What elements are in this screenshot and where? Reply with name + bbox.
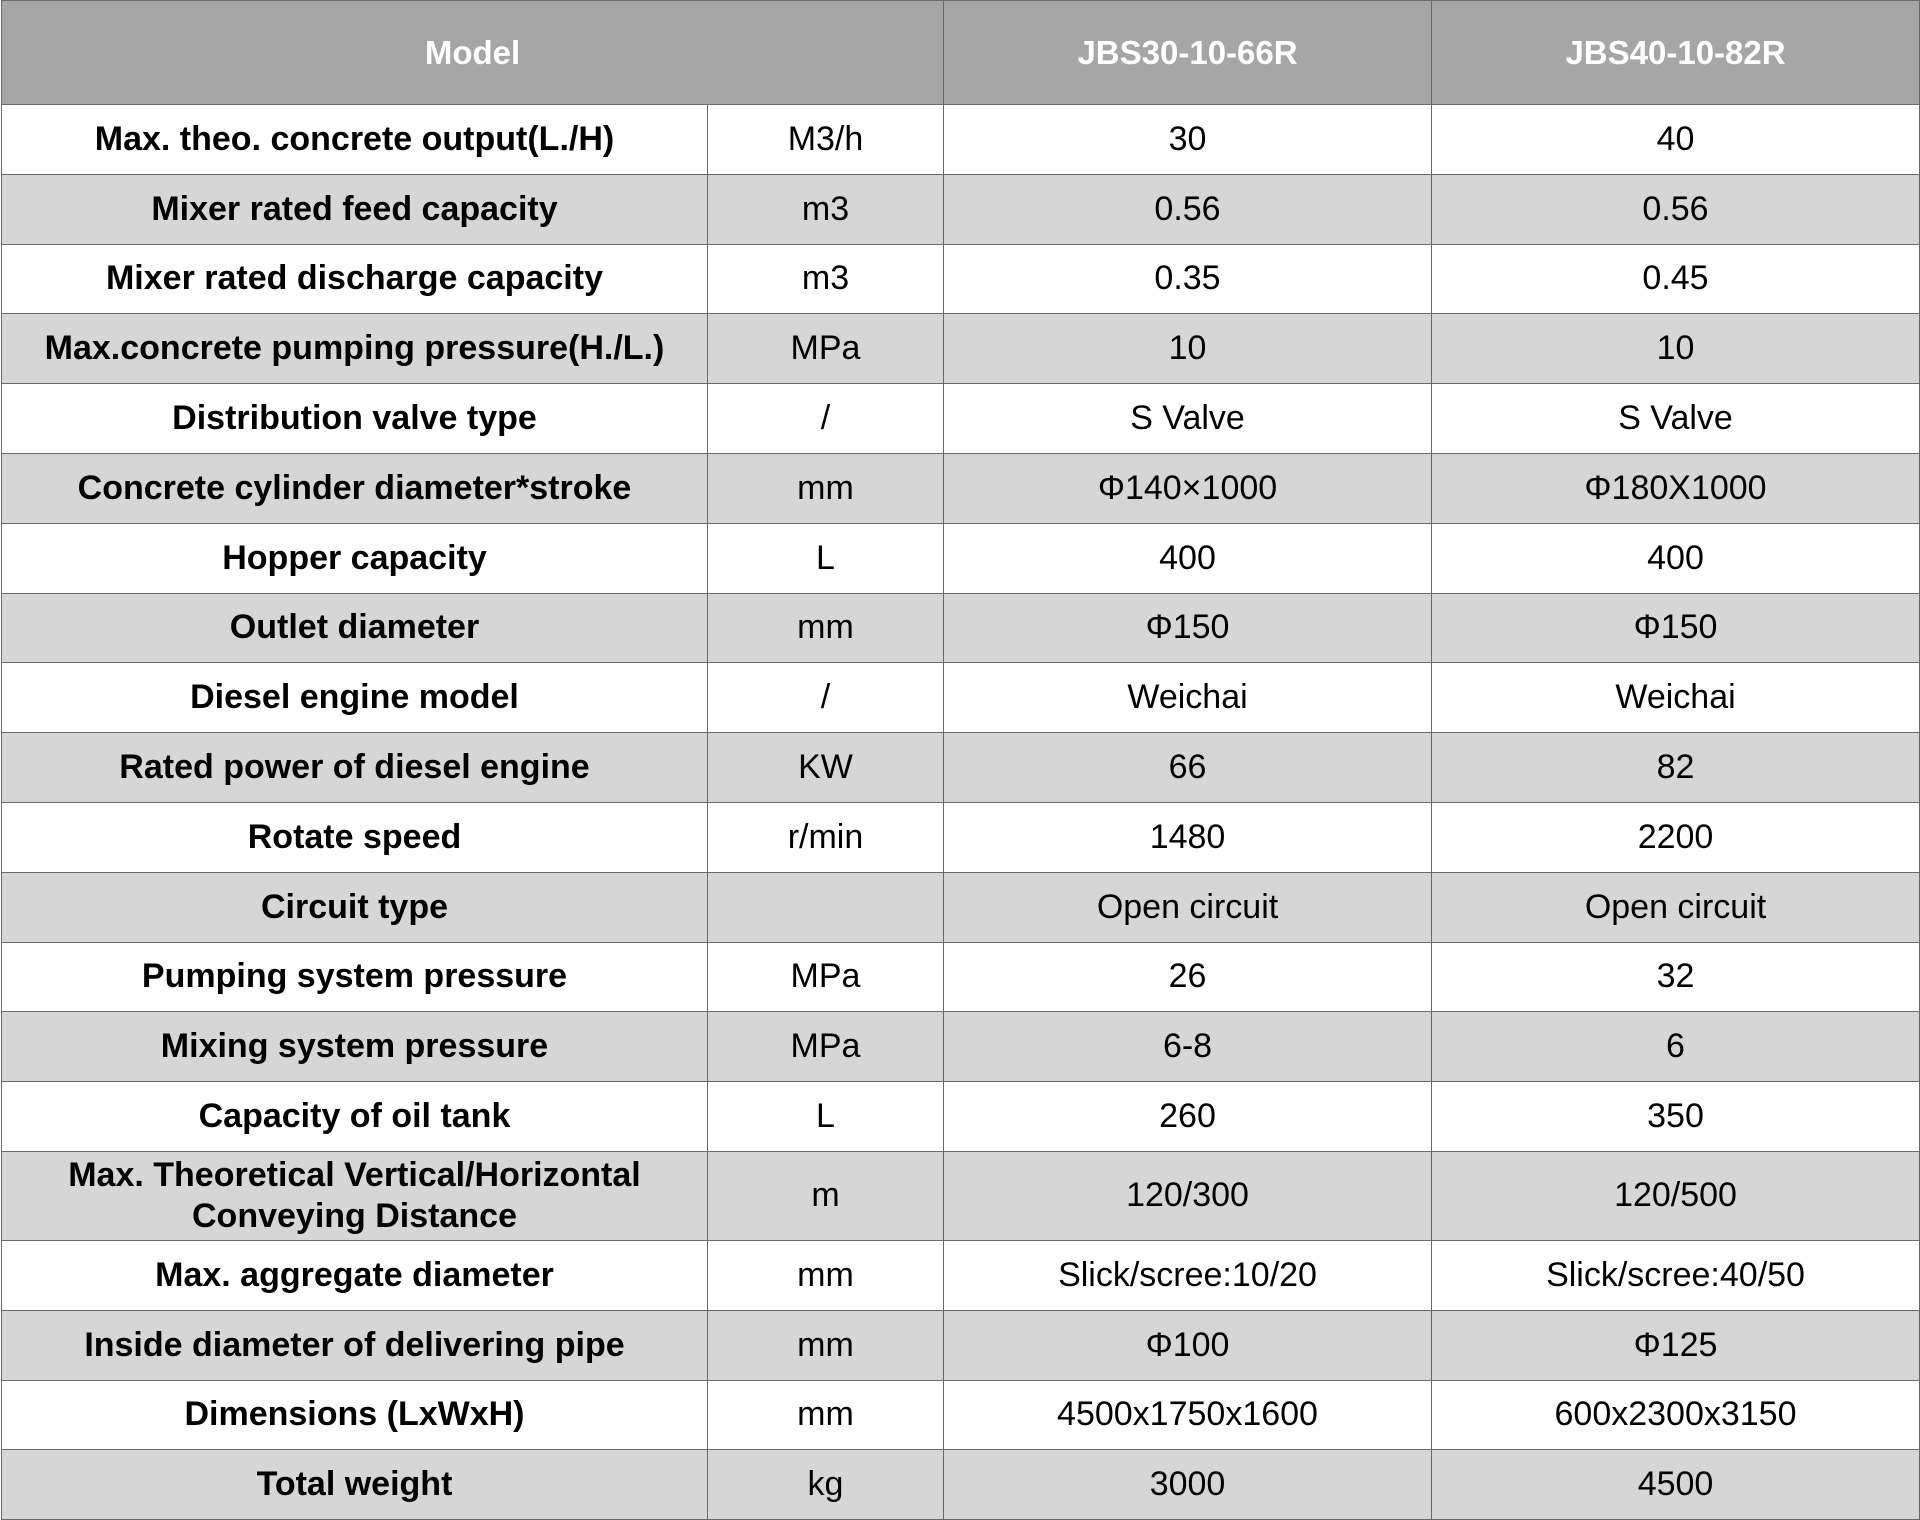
model-2-value: 350 — [1432, 1082, 1920, 1152]
unit-cell: kg — [708, 1450, 944, 1520]
table-row — [2, 105, 1920, 175]
model-2-value: 40 — [1432, 105, 1920, 175]
model-2-value: 0.45 — [1432, 244, 1920, 314]
param-line-1: Max. Theoretical Vertical/Horizontal — [68, 1155, 641, 1194]
table-row — [2, 453, 1920, 523]
unit-cell: / — [708, 384, 944, 454]
model-2-value: 400 — [1432, 523, 1920, 593]
spec-table-body — [2, 105, 1920, 1520]
unit-cell: L — [708, 1082, 944, 1152]
param-cell: Capacity of oil tank — [2, 1082, 708, 1152]
unit-cell: mm — [708, 1310, 944, 1380]
unit-cell: mm — [708, 1240, 944, 1310]
unit-cell: MPa — [708, 314, 944, 384]
model-2-value: S Valve — [1432, 384, 1920, 454]
table-row — [2, 1380, 1920, 1450]
table-row — [2, 244, 1920, 314]
table-row — [2, 872, 1920, 942]
param-cell: Dimensions (LxWxH) — [2, 1380, 708, 1450]
spec-table — [1, 0, 1920, 1520]
model-2-value: Φ125 — [1432, 1310, 1920, 1380]
param-cell: Hopper capacity — [2, 523, 708, 593]
model-1-value: 400 — [944, 523, 1432, 593]
model-1-value: 260 — [944, 1082, 1432, 1152]
unit-cell: MPa — [708, 942, 944, 1012]
table-row — [2, 663, 1920, 733]
table-row — [2, 384, 1920, 454]
model-1-value: 6-8 — [944, 1012, 1432, 1082]
model-2-value: 6 — [1432, 1012, 1920, 1082]
model-2-value: Weichai — [1432, 663, 1920, 733]
table-row — [2, 733, 1920, 803]
model-1-value: 30 — [944, 105, 1432, 175]
model-2-value: 120/500 — [1432, 1151, 1920, 1240]
param-cell: Mixer rated feed capacity — [2, 174, 708, 244]
model-1-value: Weichai — [944, 663, 1432, 733]
param-cell: Max. theo. concrete output(L./H) — [2, 105, 708, 175]
param-cell: Rated power of diesel engine — [2, 733, 708, 803]
table-row — [2, 1240, 1920, 1310]
model-2-header: JBS40-10-82R — [1432, 1, 1920, 105]
model-1-value: Φ140×1000 — [944, 453, 1432, 523]
unit-cell: r/min — [708, 802, 944, 872]
param-cell: Total weight — [2, 1450, 708, 1520]
param-cell: Max. aggregate diameter — [2, 1240, 708, 1310]
table-row — [2, 1082, 1920, 1152]
model-2-value: 2200 — [1432, 802, 1920, 872]
model-2-value: 0.56 — [1432, 174, 1920, 244]
unit-cell: / — [708, 663, 944, 733]
model-1-value: 0.56 — [944, 174, 1432, 244]
model-1-value: Φ150 — [944, 593, 1432, 663]
param-cell: Outlet diameter — [2, 593, 708, 663]
model-2-value: 10 — [1432, 314, 1920, 384]
model-2-value: 82 — [1432, 733, 1920, 803]
table-row — [2, 174, 1920, 244]
model-1-value: Open circuit — [944, 872, 1432, 942]
model-1-value: 10 — [944, 314, 1432, 384]
param-cell: Max.concrete pumping pressure(H./L.) — [2, 314, 708, 384]
model-2-value: Φ180X1000 — [1432, 453, 1920, 523]
unit-cell: mm — [708, 453, 944, 523]
model-1-value: 4500x1750x1600 — [944, 1380, 1432, 1450]
table-row — [2, 1450, 1920, 1520]
model-1-value: 26 — [944, 942, 1432, 1012]
unit-cell: L — [708, 523, 944, 593]
model-1-header: JBS30-10-66R — [944, 1, 1432, 105]
spec-table-header — [2, 1, 1920, 105]
unit-cell: m3 — [708, 174, 944, 244]
model-2-value: Open circuit — [1432, 872, 1920, 942]
model-1-value: 0.35 — [944, 244, 1432, 314]
unit-cell: m3 — [708, 244, 944, 314]
param-line-2: Conveying Distance — [192, 1196, 517, 1235]
table-row — [2, 942, 1920, 1012]
table-row — [2, 523, 1920, 593]
param-cell — [2, 1151, 708, 1240]
table-row — [2, 1151, 1920, 1240]
param-cell: Diesel engine model — [2, 663, 708, 733]
model-1-value: 3000 — [944, 1450, 1432, 1520]
param-cell: Concrete cylinder diameter*stroke — [2, 453, 708, 523]
table-row — [2, 593, 1920, 663]
model-1-value: Φ100 — [944, 1310, 1432, 1380]
param-cell: Pumping system pressure — [2, 942, 708, 1012]
param-cell: Distribution valve type — [2, 384, 708, 454]
unit-cell: M3/h — [708, 105, 944, 175]
table-row — [2, 1310, 1920, 1380]
model-2-value: 4500 — [1432, 1450, 1920, 1520]
unit-cell: KW — [708, 733, 944, 803]
table-row — [2, 314, 1920, 384]
model-label-cell: Model — [2, 1, 944, 105]
table-row — [2, 802, 1920, 872]
unit-cell: MPa — [708, 1012, 944, 1082]
param-cell: Inside diameter of delivering pipe — [2, 1310, 708, 1380]
header-row — [2, 1, 1920, 105]
unit-cell: mm — [708, 593, 944, 663]
model-1-value: 120/300 — [944, 1151, 1432, 1240]
param-cell: Rotate speed — [2, 802, 708, 872]
model-2-value: Φ150 — [1432, 593, 1920, 663]
model-1-value: 1480 — [944, 802, 1432, 872]
model-2-value: 600x2300x3150 — [1432, 1380, 1920, 1450]
model-1-value: 66 — [944, 733, 1432, 803]
model-2-value: 32 — [1432, 942, 1920, 1012]
unit-cell: m — [708, 1151, 944, 1240]
model-2-value: Slick/scree:40/50 — [1432, 1240, 1920, 1310]
unit-cell — [708, 872, 944, 942]
model-1-value: S Valve — [944, 384, 1432, 454]
model-1-value: Slick/scree:10/20 — [944, 1240, 1432, 1310]
param-cell: Mixer rated discharge capacity — [2, 244, 708, 314]
param-cell: Circuit type — [2, 872, 708, 942]
table-row — [2, 1012, 1920, 1082]
unit-cell: mm — [708, 1380, 944, 1450]
param-cell: Mixing system pressure — [2, 1012, 708, 1082]
